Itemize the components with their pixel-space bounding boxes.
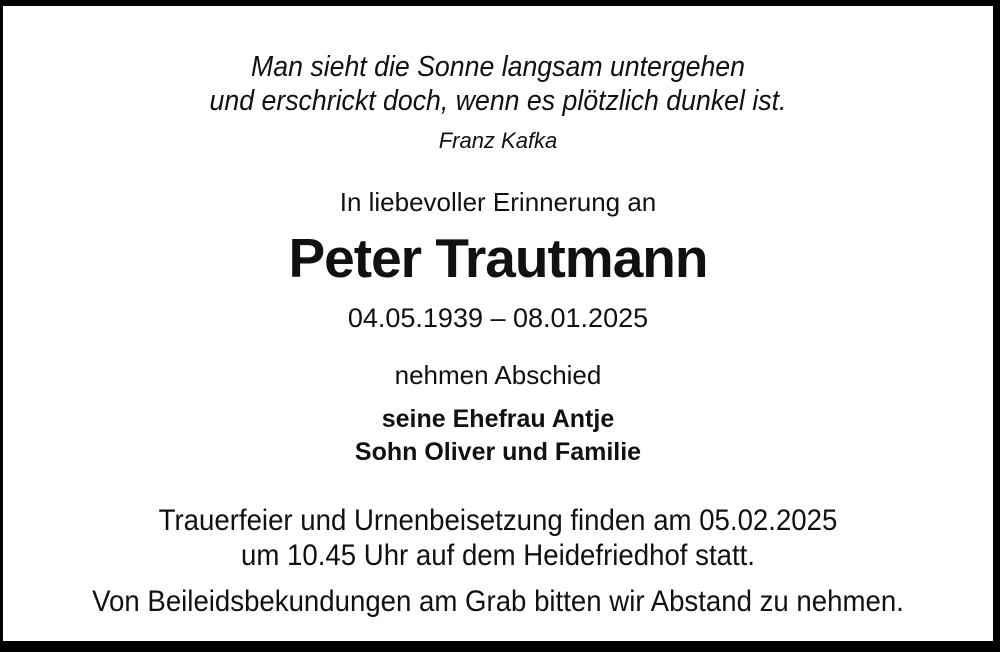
- quote-block: [3, 50, 993, 118]
- life-dates: 04.05.1939 – 08.01.2025: [347, 303, 649, 333]
- quote-line-2: und erschrickt doch, wenn es plötzlich dunkel ist.: [209, 85, 787, 117]
- quote-line-1: Man sieht die Sonne langsam untergehen: [251, 51, 745, 83]
- mourner-line-1: seine Ehefrau Antje: [381, 405, 615, 433]
- service-info-line-2: um 10.45 Uhr auf dem Heidefriedhof statt.: [241, 539, 755, 572]
- service-info-line-1: Trauerfeier und Urnenbeisetzung finden am 05.02.2025: [158, 504, 838, 537]
- condolence-request: Von Beileidsbekundungen am Grab bitten wir Abstand zu nehmen.: [92, 585, 904, 618]
- mourners-block: [3, 403, 993, 469]
- quote-attribution: Franz Kafka: [438, 128, 558, 153]
- farewell-line: nehmen Abschied: [394, 360, 602, 390]
- deceased-name: Peter Trautmann: [288, 227, 708, 289]
- memorial-intro: In liebevoller Erinnerung an: [339, 187, 657, 217]
- mourner-line-2: Sohn Oliver und Familie: [354, 438, 642, 466]
- service-info-block: [3, 503, 993, 573]
